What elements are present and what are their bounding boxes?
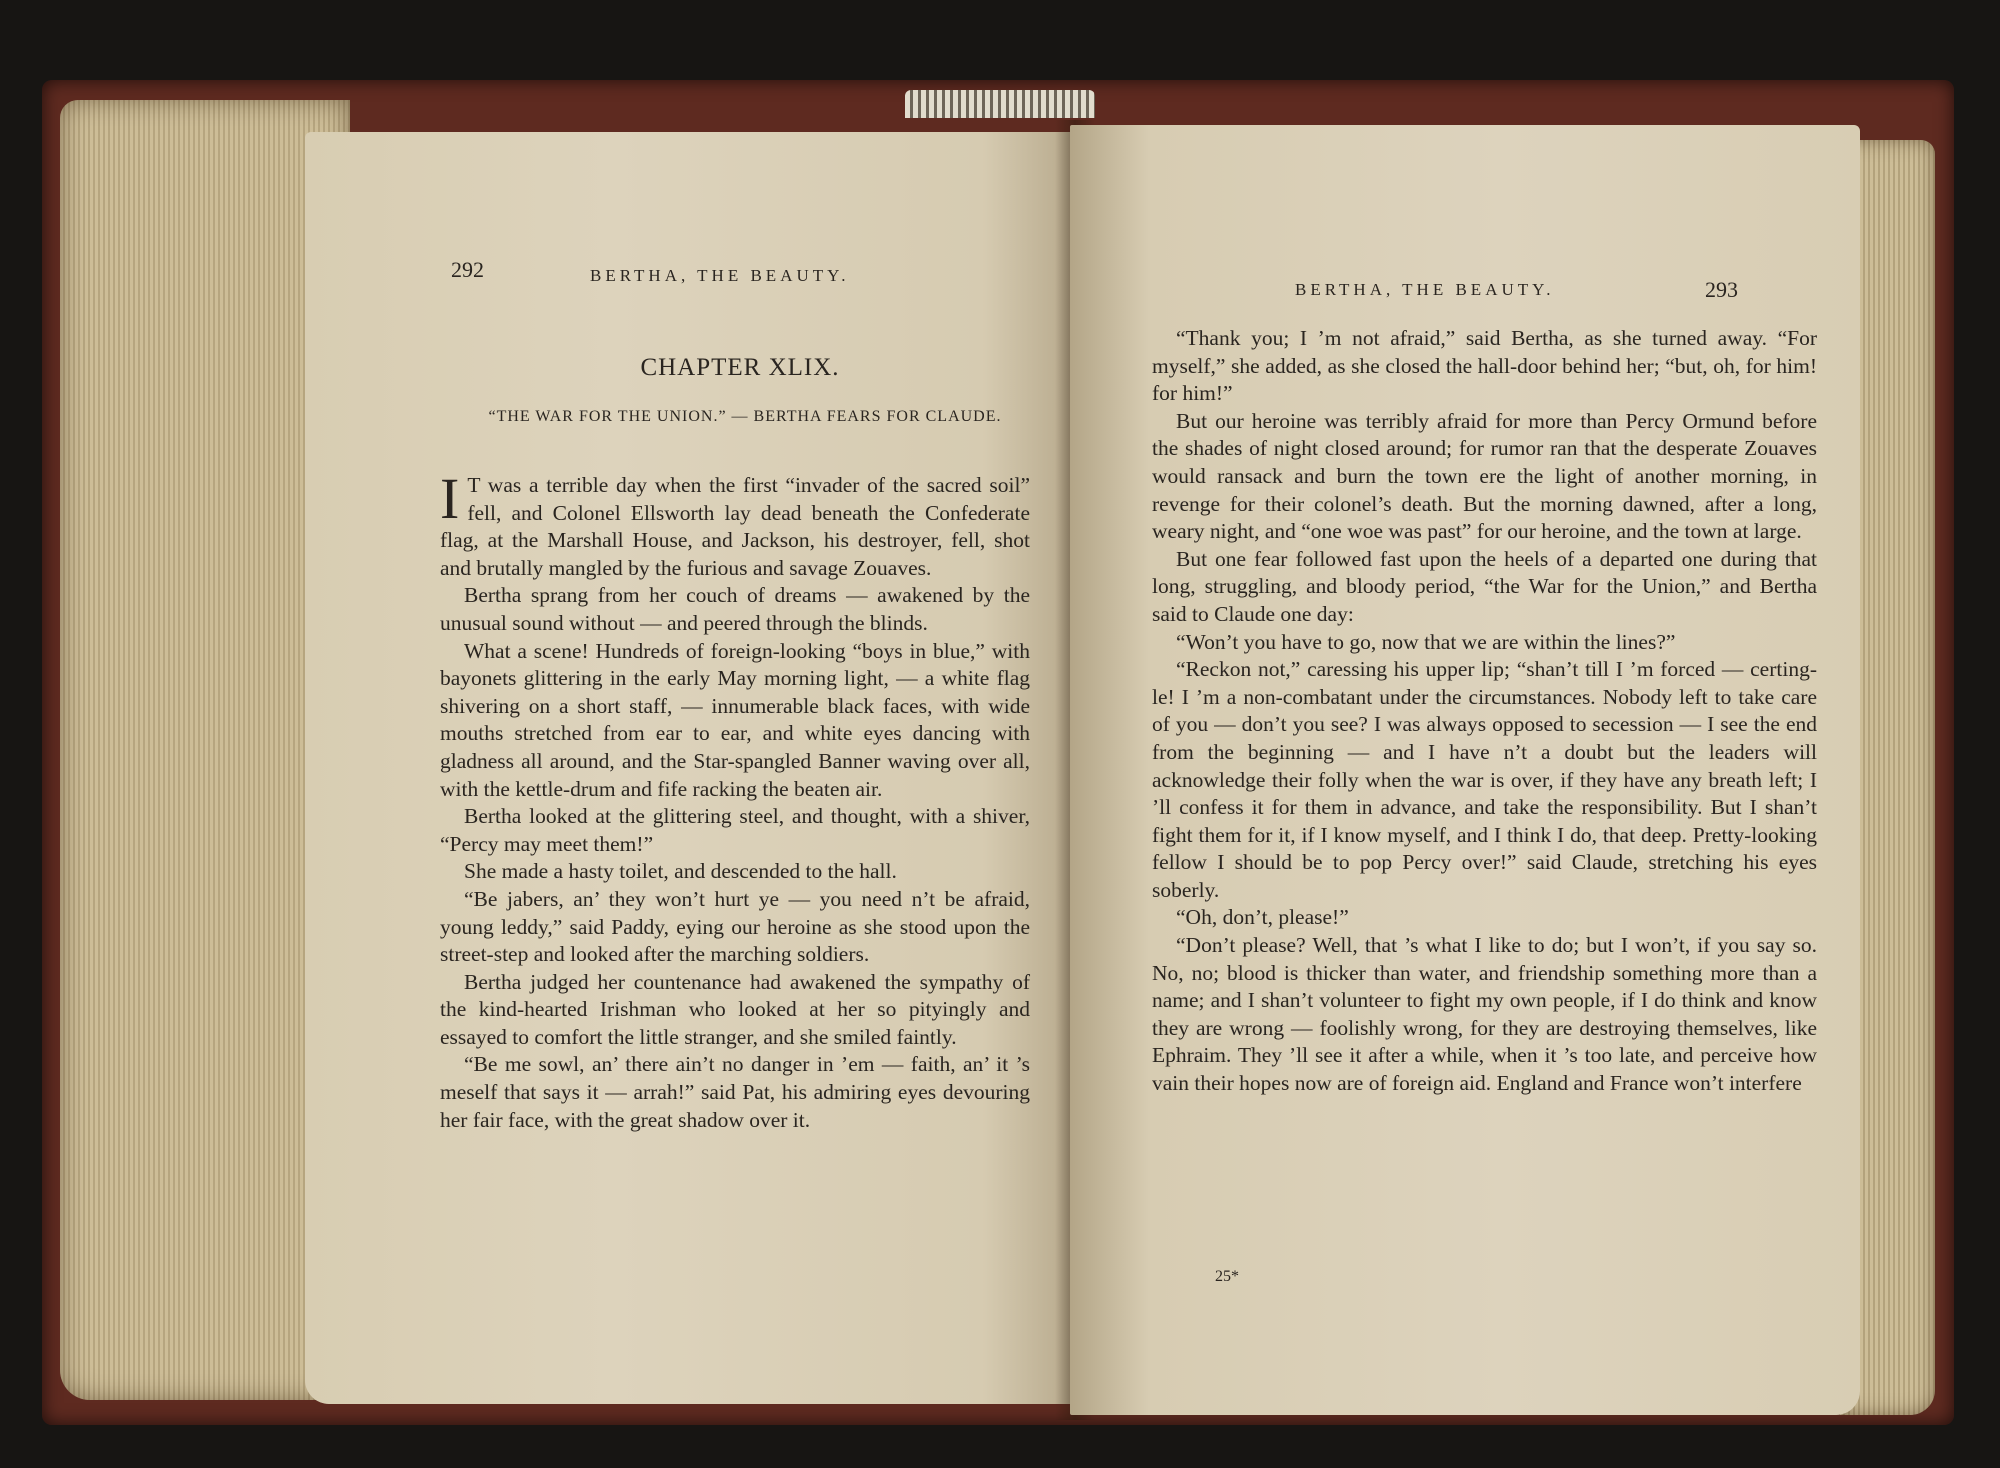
paragraph: “Be me sowl, an’ there ain’t no danger in ’em — faith, an’ it ’s meself that says it — arrah!” said Pat, his admiring eyes devouring her fair face, with the great shadow over it. — [440, 1052, 1030, 1132]
chapter-subtitle: “THE WAR FOR THE UNION.” — BERTHA FEARS FOR CLAUDE. — [488, 408, 1002, 425]
paragraph: She made a hasty toilet, and descended to the hall. — [464, 859, 897, 884]
left-page — [305, 132, 1075, 1404]
paragraph: But our heroine was terribly afraid for more than Percy Ormund before the shades of night closed around; for rumor ran that the desperate Zouaves would ransack and burn the town ere the light of another morning, in revenge for their colonel’s death. But the morning dawned, after a long, weary night, and “one woe was past” for our heroine, and the town at large. — [1152, 408, 1817, 544]
paragraph: Bertha judged her countenance had awakened the sympathy of the kind-hearted Irishman who looked at her so pityingly and essayed to comfort the little stranger, and she smiled faintly. — [440, 969, 1030, 1049]
right-page — [1070, 125, 1860, 1415]
paragraph: “Reckon not,” caressing his upper lip; “shan’t till I ’m forced — certing-le! I ’m a non-combatant under the circumstances. Nobody left to take care of you — don’t you see? I was always opposed to secession — I see the end from the beginning — and I have n’t a doubt but the leaders will acknowledge their folly when the war is over, if they have any breath left; I ’ll confess it for them in advance, and take the responsibility. But I shan’t fight them for it, if I know myself, and I think I do, that deep. Pretty-looking fellow I should be to pop Percy over!” said Claude, stretching his eyes soberly. — [1152, 657, 1817, 902]
paragraph: What a scene! Hundreds of foreign-looking “boys in blue,” with bayonets glittering in the early May morning light, — a white flag shivering on a short staff, — innumerable black faces, with wide mouths stretched from ear to ear, and white eyes dancing with gladness all around, and the Star-spangled Banner waving over all, with the kettle-drum and fife racking the beaten air. — [440, 638, 1030, 801]
paragraph: “Be jabers, an’ they won’t hurt ye — you need n’t be afraid, young leddy,” said Paddy, eying our heroine as she stood upon the street-step and looked after the marching soldiers. — [440, 886, 1030, 967]
paragraph: “Thank you; I ’m not afraid,” said Bertha, as she turned away. “For myself,” she added, as she closed the hall-door behind her; “but, oh, for him! for him!” — [1152, 326, 1817, 406]
spine-headband — [905, 90, 1095, 118]
paragraph: “Don’t please? Well, that ’s what I like to do; but I won’t, if you say so. No, no; blood is thicker than water, and friendship something more than a name; and I shan’t volunteer to fight my own people, if I do think and know they are wrong — foolishly wrong, for they are destroying themselves, like Ephraim. They ’ll see it after a while, when it ’s too late, and perceive how vain their hopes now are of foreign aid. England and France won’t interfere — [1152, 933, 1817, 1096]
drop-cap: I — [440, 466, 460, 531]
chapter-title: CHAPTER XLIX. — [640, 354, 840, 381]
left-running-head: BERTHA, THE BEAUTY. — [590, 266, 850, 285]
right-page-number: 293 — [1705, 277, 1738, 302]
paragraph: Bertha looked at the glittering steel, and thought, with a shiver, “Percy may meet them!” — [440, 804, 1030, 856]
left-page-body — [440, 466, 1030, 1134]
paragraph: But one fear followed fast upon the heels of a departed one during that long, struggling, and bloody period, “the War for the Union,” and Bertha said to Claude one day: — [1152, 546, 1817, 626]
paragraph: Bertha sprang from her couch of dreams — awakened by the unusual sound without — and peered through the blinds. — [440, 583, 1030, 635]
signature-mark: 25* — [1215, 1268, 1239, 1285]
right-page-body — [1152, 325, 1817, 1098]
right-running-head: BERTHA, THE BEAUTY. — [1295, 280, 1555, 299]
paragraph: “Oh, don’t, please!” — [1176, 905, 1349, 930]
left-page-number: 292 — [451, 257, 484, 282]
paragraph: I T was a terrible day when the first “invader of the sacred soil” fell, and Colonel Ellsworth lay dead beneath the Confederate flag, at the Marshall House, and Jackson, his destroyer, fell, shot and brutally mangled by the furious and savage Zouaves. — [440, 466, 1030, 580]
paragraph: “Won’t you have to go, now that we are within the lines?” — [1176, 629, 1676, 654]
